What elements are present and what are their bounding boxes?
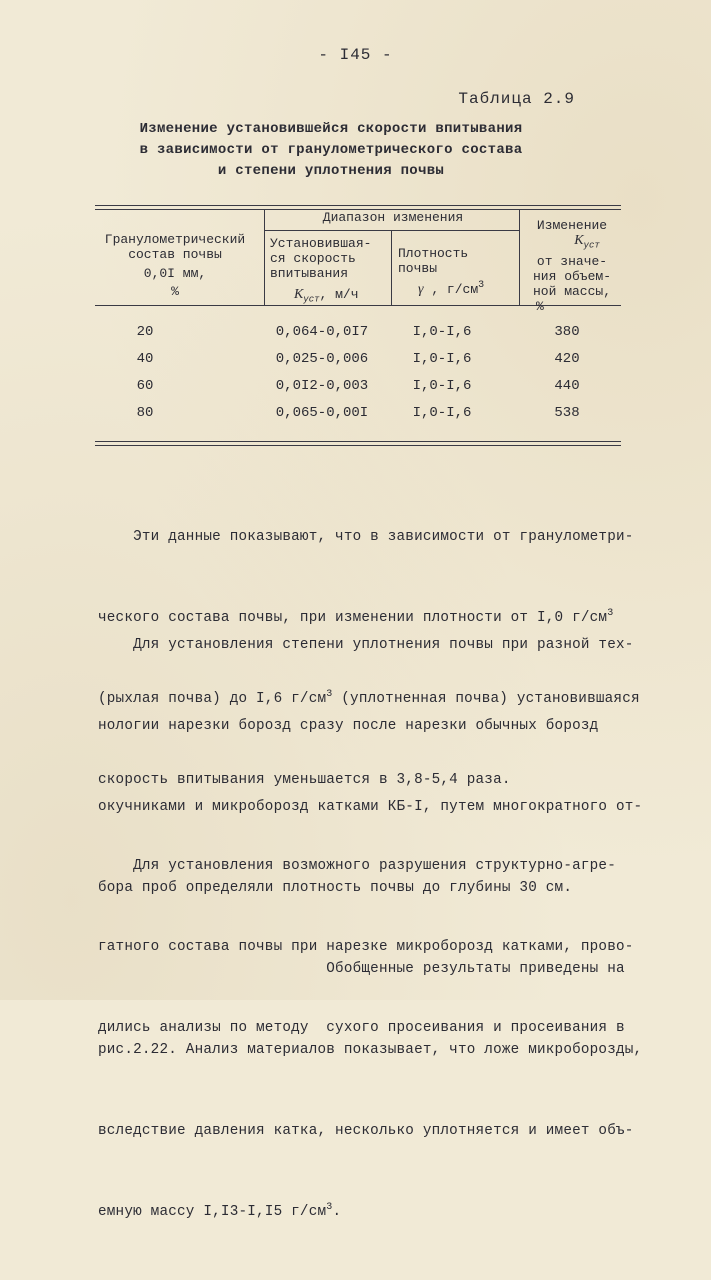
header-text: от значе- — [536, 253, 608, 269]
caption-line: Изменение установившейся скорости впитывания — [139, 121, 523, 137]
gamma-symbol: γ — [418, 282, 424, 297]
table-top-rule — [95, 205, 621, 206]
cell-fraction: 80 — [136, 405, 154, 421]
page-number: - I45 - — [318, 46, 393, 64]
text-line: рис.2.22. Анализ материалов показывает, что ложе микроборозды, — [98, 1042, 643, 1058]
k-subscript: уст — [583, 240, 600, 251]
cell-density: I,0-I,6 — [412, 324, 472, 340]
unit-text: , м/ч — [319, 287, 359, 302]
text-run: емную массу I,I3-I,I5 г/см — [98, 1204, 327, 1220]
cell-density: I,0-I,6 — [412, 405, 472, 421]
text-line: бора проб определяли плотность почвы до глубины 30 см. — [98, 880, 573, 896]
cell-density: I,0-I,6 — [412, 351, 472, 367]
k-symbol: К — [574, 233, 584, 248]
caption-line: и степени уплотнения почвы — [217, 163, 445, 179]
cell-fraction: 40 — [136, 351, 154, 367]
text-line: вследствие давления катка, несколько уплотняется и имеет объ- — [98, 1123, 634, 1139]
text-line: Для установления степени уплотнения почвы при разной тех- — [98, 637, 634, 653]
cell-change: 380 — [554, 324, 580, 340]
table-bottom-rule — [95, 441, 621, 442]
superscript: 3 — [326, 689, 333, 700]
text-run: . — [332, 1204, 342, 1220]
text-line: окучниками и микроборозд катками КБ-I, путем многократного от- — [98, 799, 643, 815]
header-text: 0,0I мм, — [143, 266, 207, 281]
cell-fraction: 60 — [136, 378, 154, 394]
table-label: Таблица 2.9 — [458, 90, 575, 108]
text-run: (рыхлая почва) до I,6 г/см — [98, 691, 327, 707]
cell-rate: 0,025-0,006 — [275, 351, 369, 367]
cell-change: 538 — [554, 405, 580, 421]
paragraph-3 — [98, 799, 643, 1096]
header-k-symbol — [524, 233, 620, 254]
cell-rate: 0,0I2-0,003 — [275, 378, 369, 394]
header-text: впитывания — [270, 266, 349, 281]
text-line — [98, 1199, 628, 1226]
table-column-divider — [264, 209, 265, 305]
text-line: дились анализы по методу сухого просеивания и просеивания в — [98, 1020, 625, 1036]
cell-rate: 0,064-0,0I7 — [275, 324, 369, 340]
superscript: 3 — [326, 1202, 333, 1213]
unit-exponent: 3 — [478, 280, 485, 291]
header-text: почвы — [398, 261, 438, 276]
header-text: Изменение — [536, 218, 608, 233]
header-text: ся скорость — [270, 251, 356, 266]
header-density-unit — [398, 282, 518, 297]
text-run: ческого состава почвы, при изменении плотности от I,0 г/см — [98, 610, 608, 626]
table-column-divider — [391, 230, 392, 305]
header-rate-unit — [270, 287, 388, 308]
text-line: Эти данные показывают, что в зависимости от гранулометри- — [98, 529, 634, 545]
text-line: Для установления возможного разрушения структурно-агре- — [98, 858, 616, 874]
header-text: Установившая- — [270, 236, 372, 251]
header-text: состав почвы — [128, 247, 222, 262]
text-line: гатного состава почвы при нарезке микроборозд катками, прово- — [98, 939, 634, 955]
header-granulometric — [90, 232, 260, 299]
caption-line: в зависимости от гранулометрического состава — [139, 142, 523, 158]
header-text: ной массы, — [532, 283, 611, 299]
text-line: Обобщенные результаты приведены на — [98, 961, 625, 977]
table-bottom-rule — [95, 445, 621, 446]
cell-fraction: 20 — [136, 324, 154, 340]
unit-text: , г/см — [423, 282, 479, 297]
text-line: нологии нарезки борозд сразу после нарезки обычных борозд — [98, 718, 599, 734]
text-line: скорость впитывания уменьшается в 3,8-5,4 раза. — [98, 772, 511, 788]
cell-rate: 0,065-0,00I — [275, 405, 369, 421]
cell-density: I,0-I,6 — [412, 378, 472, 394]
header-text: Плотность — [398, 246, 469, 261]
header-text: Гранулометрический — [104, 232, 246, 247]
cell-change: 420 — [554, 351, 580, 367]
k-symbol: К — [294, 287, 304, 302]
header-steady-rate — [270, 236, 388, 308]
header-range-of-change: Диапазон изменения — [322, 210, 464, 225]
header-text: % — [536, 298, 544, 314]
header-soil-density — [398, 246, 518, 297]
cell-change: 440 — [554, 378, 580, 394]
k-subscript: уст — [303, 294, 320, 305]
header-change-k — [524, 218, 620, 314]
table-caption — [100, 119, 562, 182]
text-run: (уплотненная почва) установившаяся — [332, 691, 640, 707]
header-text: ния объем- — [532, 268, 611, 284]
superscript: 3 — [607, 608, 614, 619]
table-column-divider — [519, 209, 520, 305]
header-text: % — [171, 284, 179, 299]
